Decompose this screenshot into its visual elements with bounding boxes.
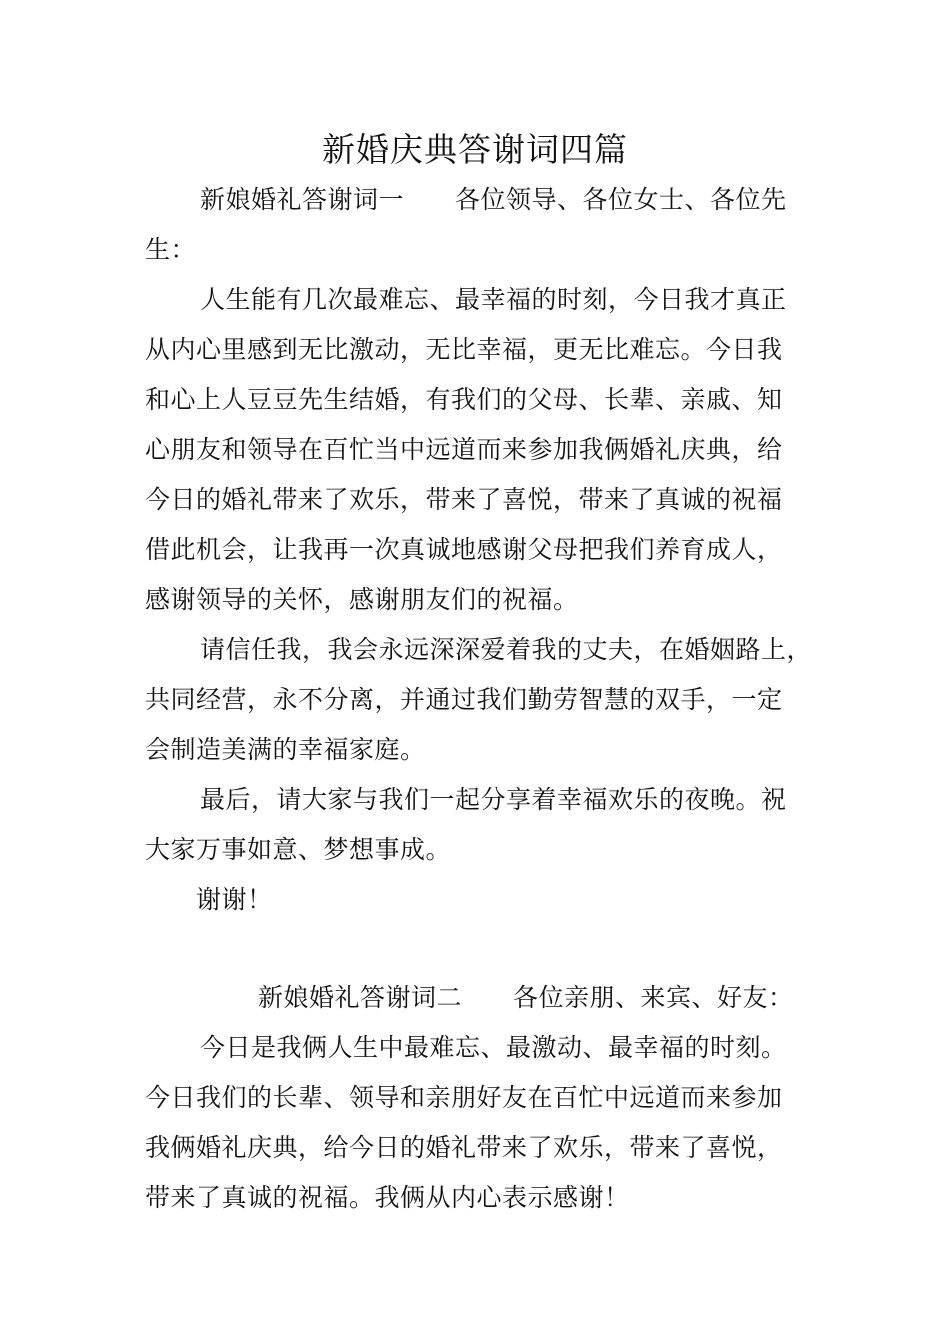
text-line: 和心上人豆豆先生结婚，有我们的父母、长辈、亲戚、知 <box>145 385 783 414</box>
text-line: 大家万事如意、梦想事成。 <box>145 835 452 864</box>
text-line: 今日的婚礼带来了欢乐，带来了喜悦，带来了真诚的祝福 <box>145 485 783 514</box>
text-line: 生： <box>145 235 197 264</box>
text-line: 共同经营，永不分离，并通过我们勤劳智慧的双手，一定 <box>145 685 783 714</box>
text-line: 谢谢！ <box>196 885 273 914</box>
text-line: 新娘婚礼答谢词二 各位亲朋、来宾、好友： <box>258 983 794 1012</box>
text-line: 会制造美满的幸福家庭。 <box>145 735 426 764</box>
text-line: 从内心里感到无比激动，无比幸福，更无比难忘。今日我 <box>145 335 783 364</box>
text-line: 今日是我俩人生中最难忘、最激动、最幸福的时刻。 <box>200 1033 787 1062</box>
text-line: 今日我们的长辈、领导和亲朋好友在百忙中远道而来参加 <box>145 1083 783 1112</box>
text-line: 带来了真诚的祝福。我俩从内心表示感谢！ <box>145 1183 630 1212</box>
text-line: 我俩婚礼庆典，给今日的婚礼带来了欢乐，带来了喜悦， <box>145 1133 783 1162</box>
text-line: 最后，请大家与我们一起分享着幸福欢乐的夜晚。祝 <box>200 785 787 814</box>
text-line: 心朋友和领导在百忙当中远道而来参加我俩婚礼庆典，给 <box>145 435 783 464</box>
document-title: 新婚庆典答谢词四篇 <box>322 130 628 169</box>
text-line: 感谢领导的关怀，感谢朋友们的祝福。 <box>145 585 579 614</box>
text-line: 请信任我，我会永远深深爱着我的丈夫，在婚姻路上， <box>200 635 813 664</box>
text-line: 人生能有几次最难忘、最幸福的时刻，今日我才真正 <box>200 285 787 314</box>
text-line: 借此机会，让我再一次真诚地感谢父母把我们养育成人， <box>145 535 783 564</box>
text-line: 新娘婚礼答谢词一 各位领导、各位女士、各位先 <box>200 185 787 214</box>
